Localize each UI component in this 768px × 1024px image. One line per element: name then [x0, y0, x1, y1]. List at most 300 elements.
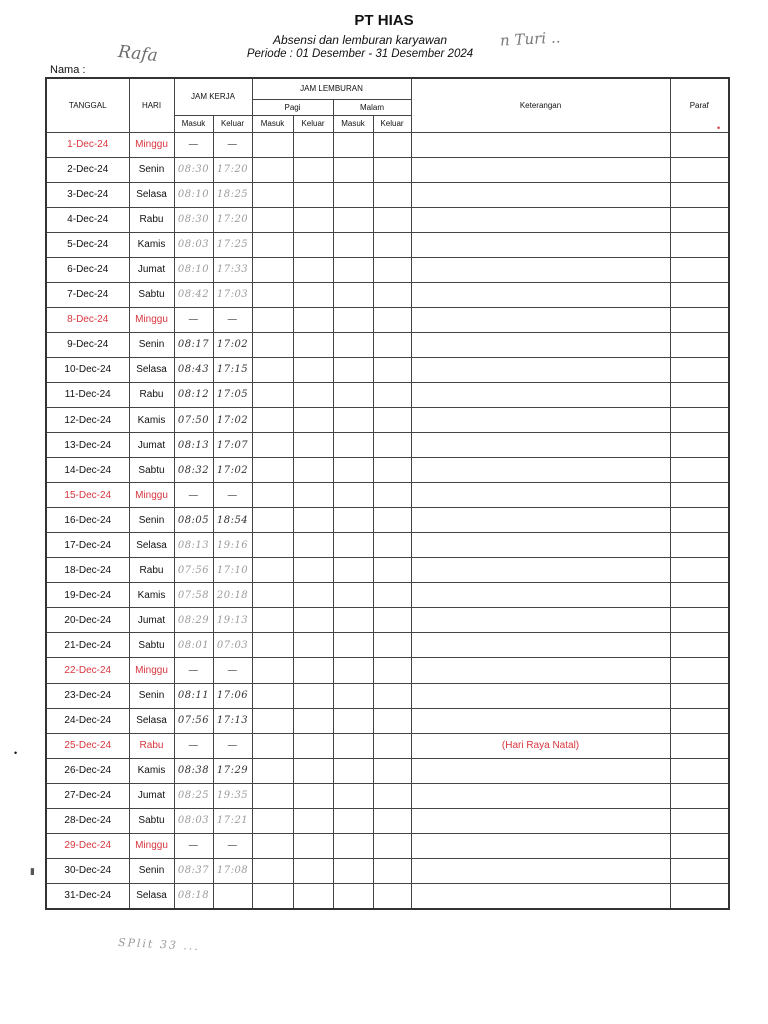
overtime-night-out-cell [373, 558, 411, 583]
day-cell: Senin [129, 332, 174, 357]
work-in-cell: 08:42 [174, 282, 213, 307]
date-cell: 4-Dec-24 [46, 207, 129, 232]
table-row [46, 683, 729, 708]
note-cell [411, 583, 670, 608]
overtime-night-in-cell [333, 132, 373, 157]
overtime-morning-out-cell [293, 658, 333, 683]
work-in-cell: 08:25 [174, 783, 213, 808]
work-in-cell: 08:03 [174, 232, 213, 257]
signature-cell [670, 808, 729, 833]
signature-cell [670, 332, 729, 357]
work-out-cell: — [213, 307, 252, 332]
table-row [46, 533, 729, 558]
day-cell: Minggu [129, 483, 174, 508]
date-cell: 11-Dec-24 [46, 382, 129, 407]
overtime-night-in-cell [333, 282, 373, 307]
note-cell [411, 508, 670, 533]
overtime-morning-in-cell [252, 157, 293, 182]
name-label: Nama : [50, 64, 86, 76]
overtime-night-out-cell [373, 257, 411, 282]
table-row [46, 608, 729, 633]
date-cell: 30-Dec-24 [46, 858, 129, 883]
header-pagi: Pagi [252, 99, 333, 115]
handwritten-bottom-note: SPlit 33 ... [117, 935, 201, 954]
day-cell: Selasa [129, 182, 174, 207]
overtime-morning-in-cell [252, 633, 293, 658]
day-cell: Sabtu [129, 808, 174, 833]
overtime-night-in-cell [333, 382, 373, 407]
note-cell [411, 833, 670, 858]
table-row [46, 858, 729, 883]
day-cell: Minggu [129, 132, 174, 157]
note-cell [411, 633, 670, 658]
work-out-cell: 17:02 [213, 332, 252, 357]
overtime-morning-in-cell [252, 458, 293, 483]
overtime-night-out-cell [373, 282, 411, 307]
date-cell: 24-Dec-24 [46, 708, 129, 733]
overtime-night-out-cell [373, 207, 411, 232]
note-cell [411, 658, 670, 683]
work-out-cell: 17:33 [213, 257, 252, 282]
date-cell: 19-Dec-24 [46, 583, 129, 608]
header-keterangan: Keterangan [411, 78, 670, 132]
overtime-night-out-cell [373, 858, 411, 883]
signature-cell [670, 558, 729, 583]
table-row [46, 658, 729, 683]
work-in-cell: — [174, 733, 213, 758]
note-cell [411, 307, 670, 332]
header-kerja-masuk: Masuk [174, 115, 213, 132]
overtime-morning-in-cell [252, 282, 293, 307]
overtime-night-in-cell [333, 858, 373, 883]
signature-cell [670, 132, 729, 157]
table-row [46, 157, 729, 182]
date-cell: 29-Dec-24 [46, 833, 129, 858]
note-cell [411, 207, 670, 232]
overtime-morning-in-cell [252, 583, 293, 608]
overtime-night-out-cell [373, 583, 411, 608]
work-out-cell: 19:16 [213, 533, 252, 558]
work-out-cell: 17:02 [213, 458, 252, 483]
overtime-night-out-cell [373, 608, 411, 633]
work-out-cell: 19:13 [213, 608, 252, 633]
work-in-cell: 07:56 [174, 708, 213, 733]
note-cell: (Hari Raya Natal) [411, 733, 670, 758]
work-out-cell: 17:03 [213, 282, 252, 307]
overtime-night-out-cell [373, 633, 411, 658]
overtime-night-in-cell [333, 257, 373, 282]
work-in-cell: — [174, 833, 213, 858]
overtime-morning-out-cell [293, 157, 333, 182]
dot-mark: • [14, 748, 18, 758]
date-cell: 10-Dec-24 [46, 357, 129, 382]
header-tanggal: TANGGAL [46, 78, 129, 132]
dot-mark: • [717, 123, 721, 133]
date-cell: 27-Dec-24 [46, 783, 129, 808]
work-in-cell: 08:17 [174, 332, 213, 357]
work-in-cell: 08:18 [174, 883, 213, 909]
overtime-morning-in-cell [252, 257, 293, 282]
table-row [46, 733, 729, 758]
note-cell [411, 858, 670, 883]
signature-cell [670, 207, 729, 232]
overtime-morning-in-cell [252, 608, 293, 633]
overtime-night-in-cell [333, 307, 373, 332]
overtime-night-in-cell [333, 583, 373, 608]
overtime-night-in-cell [333, 458, 373, 483]
overtime-morning-in-cell [252, 858, 293, 883]
note-cell [411, 533, 670, 558]
overtime-morning-in-cell [252, 182, 293, 207]
work-out-cell: 17:10 [213, 558, 252, 583]
table-row [46, 207, 729, 232]
overtime-morning-in-cell [252, 307, 293, 332]
signature-cell [670, 733, 729, 758]
work-out-cell: 17:15 [213, 357, 252, 382]
note-cell [411, 132, 670, 157]
signature-cell [670, 658, 729, 683]
overtime-morning-in-cell [252, 408, 293, 433]
overtime-night-out-cell [373, 483, 411, 508]
signature-cell [670, 157, 729, 182]
overtime-morning-out-cell [293, 483, 333, 508]
overtime-night-out-cell [373, 357, 411, 382]
work-in-cell: 08:38 [174, 758, 213, 783]
overtime-night-out-cell [373, 132, 411, 157]
table-row [46, 783, 729, 808]
overtime-morning-out-cell [293, 883, 333, 909]
work-out-cell: 17:02 [213, 408, 252, 433]
date-cell: 16-Dec-24 [46, 508, 129, 533]
note-cell [411, 357, 670, 382]
work-out-cell: — [213, 833, 252, 858]
work-in-cell: 08:12 [174, 382, 213, 407]
work-in-cell: 08:13 [174, 433, 213, 458]
signature-cell [670, 458, 729, 483]
signature-cell [670, 883, 729, 909]
form-subtitle: Absensi dan lemburan karyawan [272, 33, 448, 47]
day-cell: Jumat [129, 433, 174, 458]
overtime-morning-out-cell [293, 733, 333, 758]
note-cell [411, 608, 670, 633]
header-malam-masuk: Masuk [333, 115, 373, 132]
date-cell: 9-Dec-24 [46, 332, 129, 357]
table-row [46, 232, 729, 257]
note-cell [411, 883, 670, 909]
work-in-cell: — [174, 132, 213, 157]
overtime-morning-in-cell [252, 833, 293, 858]
period-label: Periode : 01 Desember - 31 Desember 2024 [246, 48, 474, 60]
work-in-cell: 08:10 [174, 182, 213, 207]
day-cell: Rabu [129, 207, 174, 232]
overtime-night-in-cell [333, 483, 373, 508]
overtime-morning-out-cell [293, 307, 333, 332]
overtime-morning-out-cell [293, 583, 333, 608]
overtime-night-in-cell [333, 332, 373, 357]
overtime-morning-in-cell [252, 783, 293, 808]
overtime-morning-in-cell [252, 433, 293, 458]
overtime-night-in-cell [333, 883, 373, 909]
table-row [46, 282, 729, 307]
signature-cell [670, 583, 729, 608]
overtime-morning-out-cell [293, 608, 333, 633]
work-out-cell: 17:21 [213, 808, 252, 833]
overtime-night-in-cell [333, 833, 373, 858]
table-row [46, 758, 729, 783]
day-cell: Minggu [129, 658, 174, 683]
overtime-morning-out-cell [293, 533, 333, 558]
overtime-night-out-cell [373, 883, 411, 909]
work-out-cell: — [213, 658, 252, 683]
day-cell: Jumat [129, 783, 174, 808]
overtime-night-in-cell [333, 633, 373, 658]
work-out-cell: 17:06 [213, 683, 252, 708]
signature-cell [670, 783, 729, 808]
table-row [46, 708, 729, 733]
work-out-cell: 17:13 [213, 708, 252, 733]
overtime-morning-out-cell [293, 257, 333, 282]
overtime-night-in-cell [333, 182, 373, 207]
overtime-morning-out-cell [293, 708, 333, 733]
work-out-cell: 19:35 [213, 783, 252, 808]
date-cell: 17-Dec-24 [46, 533, 129, 558]
date-cell: 15-Dec-24 [46, 483, 129, 508]
date-cell: 3-Dec-24 [46, 182, 129, 207]
table-row [46, 458, 729, 483]
work-in-cell: 08:29 [174, 608, 213, 633]
work-out-cell: — [213, 733, 252, 758]
overtime-night-in-cell [333, 733, 373, 758]
work-in-cell: — [174, 483, 213, 508]
day-cell: Jumat [129, 257, 174, 282]
overtime-morning-in-cell [252, 332, 293, 357]
company-name: PT HIAS [354, 12, 414, 29]
work-out-cell: 17:25 [213, 232, 252, 257]
overtime-night-in-cell [333, 232, 373, 257]
signature-cell [670, 232, 729, 257]
signature-cell [670, 382, 729, 407]
overtime-morning-in-cell [252, 808, 293, 833]
date-cell: 31-Dec-24 [46, 883, 129, 909]
header-paraf: Paraf [670, 78, 729, 132]
header-kerja-keluar: Keluar [213, 115, 252, 132]
work-out-cell: 17:07 [213, 433, 252, 458]
day-cell: Minggu [129, 833, 174, 858]
overtime-morning-out-cell [293, 858, 333, 883]
attendance-table [45, 77, 730, 910]
overtime-morning-out-cell [293, 332, 333, 357]
day-cell: Kamis [129, 758, 174, 783]
signature-cell [670, 533, 729, 558]
overtime-night-in-cell [333, 508, 373, 533]
signature-cell [670, 758, 729, 783]
note-cell [411, 332, 670, 357]
work-in-cell: 08:05 [174, 508, 213, 533]
overtime-morning-out-cell [293, 382, 333, 407]
work-in-cell: 08:37 [174, 858, 213, 883]
work-in-cell: 07:58 [174, 583, 213, 608]
work-out-cell: 18:25 [213, 182, 252, 207]
overtime-morning-in-cell [252, 883, 293, 909]
day-cell: Sabtu [129, 633, 174, 658]
overtime-night-in-cell [333, 808, 373, 833]
dot-mark: ▮ [30, 866, 35, 876]
overtime-morning-in-cell [252, 508, 293, 533]
signature-cell [670, 357, 729, 382]
overtime-night-in-cell [333, 357, 373, 382]
date-cell: 26-Dec-24 [46, 758, 129, 783]
overtime-night-out-cell [373, 658, 411, 683]
date-cell: 7-Dec-24 [46, 282, 129, 307]
day-cell: Kamis [129, 408, 174, 433]
work-in-cell: 08:11 [174, 683, 213, 708]
signature-cell [670, 483, 729, 508]
table-row [46, 833, 729, 858]
table-row [46, 332, 729, 357]
table-row [46, 182, 729, 207]
overtime-night-in-cell [333, 758, 373, 783]
overtime-night-in-cell [333, 207, 373, 232]
header-pagi-masuk: Masuk [252, 115, 293, 132]
overtime-morning-out-cell [293, 683, 333, 708]
table-row [46, 382, 729, 407]
work-out-cell: 18:54 [213, 508, 252, 533]
overtime-night-out-cell [373, 783, 411, 808]
overtime-morning-in-cell [252, 683, 293, 708]
overtime-morning-out-cell [293, 833, 333, 858]
table-row [46, 257, 729, 282]
work-in-cell: 08:10 [174, 257, 213, 282]
day-cell: Sabtu [129, 458, 174, 483]
date-cell: 18-Dec-24 [46, 558, 129, 583]
handwritten-corner-note: n Turi .. [499, 28, 561, 50]
table-row [46, 633, 729, 658]
overtime-night-out-cell [373, 833, 411, 858]
day-cell: Senin [129, 683, 174, 708]
overtime-morning-out-cell [293, 633, 333, 658]
handwritten-name: Rafa [117, 41, 159, 67]
table-row [46, 408, 729, 433]
work-in-cell: 08:43 [174, 357, 213, 382]
day-cell: Minggu [129, 307, 174, 332]
overtime-morning-out-cell [293, 808, 333, 833]
overtime-night-in-cell [333, 433, 373, 458]
table-row [46, 132, 729, 157]
header-malam: Malam [333, 99, 411, 115]
overtime-morning-in-cell [252, 483, 293, 508]
overtime-morning-out-cell [293, 433, 333, 458]
day-cell: Selasa [129, 708, 174, 733]
note-cell [411, 433, 670, 458]
date-cell: 13-Dec-24 [46, 433, 129, 458]
date-cell: 6-Dec-24 [46, 257, 129, 282]
overtime-morning-in-cell [252, 357, 293, 382]
overtime-morning-in-cell [252, 207, 293, 232]
table-row [46, 483, 729, 508]
signature-cell [670, 257, 729, 282]
note-cell [411, 758, 670, 783]
work-out-cell: 17:05 [213, 382, 252, 407]
overtime-morning-in-cell [252, 708, 293, 733]
overtime-night-out-cell [373, 408, 411, 433]
work-out-cell: 20:18 [213, 583, 252, 608]
overtime-night-in-cell [333, 783, 373, 808]
overtime-night-out-cell [373, 533, 411, 558]
header-pagi-keluar: Keluar [293, 115, 333, 132]
overtime-morning-in-cell [252, 382, 293, 407]
day-cell: Selasa [129, 357, 174, 382]
day-cell: Sabtu [129, 282, 174, 307]
overtime-night-in-cell [333, 157, 373, 182]
date-cell: 8-Dec-24 [46, 307, 129, 332]
overtime-morning-out-cell [293, 408, 333, 433]
overtime-night-in-cell [333, 708, 373, 733]
day-cell: Kamis [129, 232, 174, 257]
overtime-morning-out-cell [293, 132, 333, 157]
overtime-night-in-cell [333, 683, 373, 708]
work-out-cell: 17:20 [213, 207, 252, 232]
work-in-cell: — [174, 307, 213, 332]
work-out-cell: 17:20 [213, 157, 252, 182]
overtime-night-in-cell [333, 608, 373, 633]
date-cell: 20-Dec-24 [46, 608, 129, 633]
date-cell: 21-Dec-24 [46, 633, 129, 658]
overtime-morning-in-cell [252, 533, 293, 558]
overtime-night-in-cell [333, 558, 373, 583]
date-cell: 2-Dec-24 [46, 157, 129, 182]
work-out-cell: — [213, 132, 252, 157]
overtime-night-out-cell [373, 307, 411, 332]
overtime-morning-in-cell [252, 658, 293, 683]
note-cell [411, 783, 670, 808]
header-malam-keluar: Keluar [373, 115, 411, 132]
overtime-night-out-cell [373, 458, 411, 483]
signature-cell [670, 508, 729, 533]
overtime-morning-out-cell [293, 207, 333, 232]
date-cell: 5-Dec-24 [46, 232, 129, 257]
note-cell [411, 408, 670, 433]
note-cell [411, 483, 670, 508]
overtime-morning-in-cell [252, 132, 293, 157]
work-in-cell: 07:50 [174, 408, 213, 433]
signature-cell [670, 408, 729, 433]
work-out-cell [213, 883, 252, 909]
date-cell: 25-Dec-24 [46, 733, 129, 758]
overtime-night-out-cell [373, 332, 411, 357]
note-cell [411, 458, 670, 483]
overtime-night-in-cell [333, 533, 373, 558]
overtime-night-out-cell [373, 733, 411, 758]
signature-cell [670, 708, 729, 733]
date-cell: 12-Dec-24 [46, 408, 129, 433]
header-jam-lemburan: JAM LEMBURAN [252, 78, 411, 99]
signature-cell [670, 307, 729, 332]
date-cell: 22-Dec-24 [46, 658, 129, 683]
day-cell: Jumat [129, 608, 174, 633]
overtime-morning-in-cell [252, 558, 293, 583]
table-row [46, 508, 729, 533]
signature-cell [670, 433, 729, 458]
note-cell [411, 257, 670, 282]
table-row [46, 883, 729, 909]
note-cell [411, 708, 670, 733]
note-cell [411, 182, 670, 207]
table-row [46, 583, 729, 608]
overtime-night-out-cell [373, 433, 411, 458]
header-hari: HARI [129, 78, 174, 132]
table-row [46, 558, 729, 583]
overtime-morning-out-cell [293, 232, 333, 257]
